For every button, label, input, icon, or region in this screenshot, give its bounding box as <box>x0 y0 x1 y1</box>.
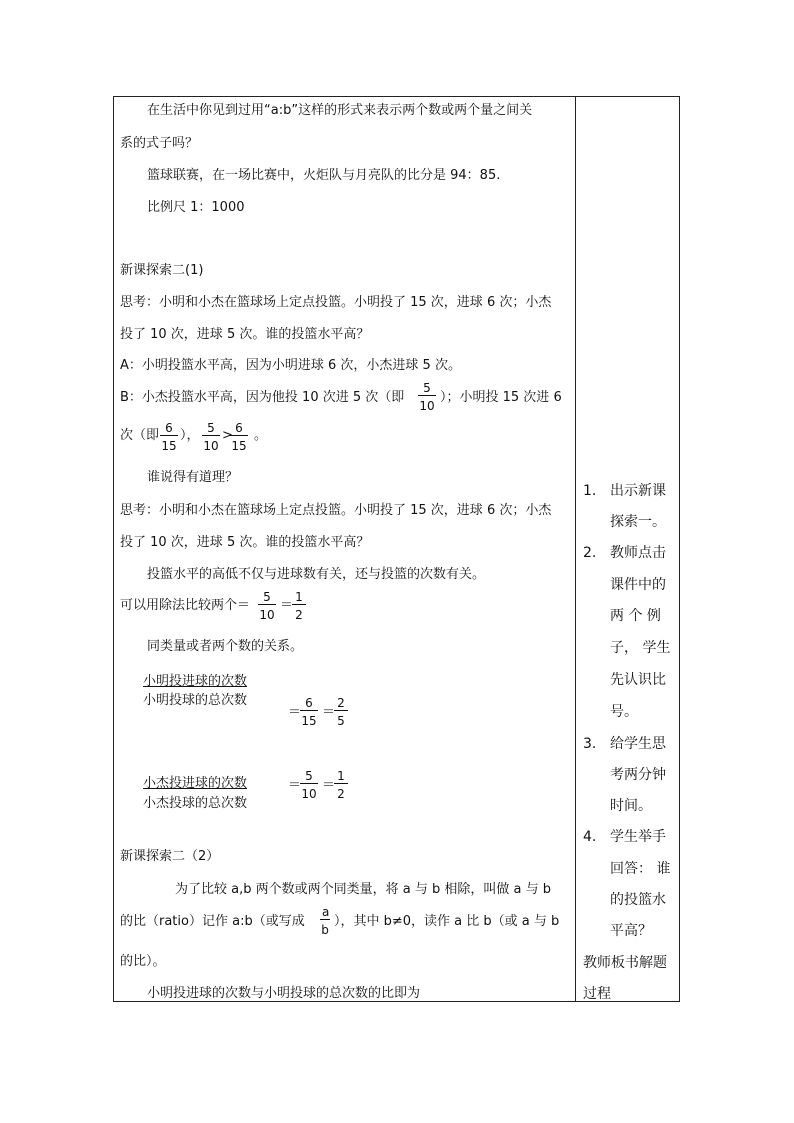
denominator: 10 <box>203 439 219 453</box>
equals: ＝ <box>288 778 302 793</box>
denominator: 10 <box>419 399 435 413</box>
equals: ＝ <box>288 705 302 720</box>
equals: ＝ <box>280 598 294 613</box>
step-3-line-3: 时间。 <box>610 798 652 814</box>
step-1-number: 1. <box>583 483 597 499</box>
basketball-score: 篮球联赛，在一场比赛中，火炬队与月亮队的比分是 94：85. <box>147 168 501 183</box>
fraction-1-2 <box>292 590 306 622</box>
option-b-sep: ）， <box>180 428 200 443</box>
board-note-line-1: 教师板书解题 <box>583 955 667 971</box>
numerator: 5 <box>258 590 276 605</box>
board-note-line-2: 过程 <box>583 986 611 1002</box>
section-2-title: 新课探索二（2） <box>120 849 220 864</box>
definition-line-1: 为了比较 a,b 两个数或两个同类量，将 a 与 b 相除，叫做 a 与 b <box>175 882 551 897</box>
intro-line-1: 在生活中你见到过用“a:b”这样的形式来表示两个数或两个量之间关 <box>147 103 533 118</box>
option-b-post: ）；小明投 15 次进 6 <box>440 390 562 405</box>
fraction-6-15 <box>160 421 178 453</box>
fraction-6-15-b <box>230 421 248 453</box>
numerator: 1 <box>292 590 306 605</box>
numerator: 5 <box>300 769 318 784</box>
fraction-2-5 <box>334 696 348 728</box>
divide-compare: 可以用除法比较两个＝ <box>120 598 251 613</box>
shooting-level: 投篮水平的高低不仅与进球数有关，还与投篮的次数有关。 <box>147 567 486 582</box>
step-2-line-6: 号。 <box>610 704 638 720</box>
numerator: 6 <box>300 696 318 711</box>
option-a: A：小明投篮水平高，因为小明进球 6 次，小杰进球 5 次。 <box>120 358 461 373</box>
step-2-line-1: 教师点击 <box>610 545 666 561</box>
definition-line-3: 的比）。 <box>120 954 166 969</box>
step-1-line-2: 探索一。 <box>610 514 666 530</box>
numerator: 6 <box>160 421 178 436</box>
equals: ＝ <box>322 778 336 793</box>
denominator: b <box>321 923 329 937</box>
step-3-line-2: 考两分钟 <box>610 767 666 783</box>
fraction-1-2-b <box>334 769 348 801</box>
think-2-line-1: 思考：小明和小杰在篮球场上定点投篮。小明投了 15 次，进球 6 次；小杰 <box>120 503 552 518</box>
step-2-line-5: 先认识比 <box>610 672 666 688</box>
denominator: 15 <box>231 439 247 453</box>
think-2-line-2: 投了 10 次，进球 5 次。谁的投篮水平高？ <box>120 535 370 550</box>
step-2-line-4: 子， 学生 <box>610 640 671 656</box>
step-2-line-3: 两 个 例 <box>610 608 661 624</box>
intro-line-2: 系的式子吗？ <box>120 136 199 151</box>
think-1-line-1: 思考：小明和小杰在篮球场上定点投篮。小明投了 15 次，进球 6 次；小杰 <box>120 295 552 310</box>
fraction-5-10-c <box>258 590 276 622</box>
think-1-line-2: 投了 10 次，进球 5 次。谁的投篮水平高？ <box>120 327 370 342</box>
step-1-line-1: 出示新课 <box>610 483 666 499</box>
option-b-line-2: 次（即 <box>120 428 160 443</box>
fraction-a-b <box>320 905 330 937</box>
step-4-line-3: 的投篮水 <box>610 892 666 908</box>
xiaojie-total-label: 小杰投球的总次数 <box>143 796 248 811</box>
numerator: 2 <box>334 696 348 711</box>
fraction-5-10-b <box>202 421 220 453</box>
relation-text: 同类量或者两个数的关系。 <box>147 639 304 654</box>
numerator: 5 <box>202 421 220 436</box>
step-4-line-4: 平高？ <box>610 923 652 939</box>
fraction-6-15-c <box>300 696 318 728</box>
denominator: 15 <box>301 714 317 728</box>
definition-line-2a: 的比（ratio）记作 a:b（或写成 <box>120 914 305 929</box>
denominator: 15 <box>161 439 177 453</box>
step-2-number: 2. <box>583 545 597 561</box>
step-3-line-1: 给学生思 <box>610 736 666 752</box>
fraction-5-10-d <box>300 769 318 801</box>
numerator: 6 <box>230 421 248 436</box>
step-4-line-1: 学生举手 <box>610 829 666 845</box>
numerator: a <box>322 905 330 919</box>
xiaoming-made-label: 小明投进球的次数 <box>143 674 248 689</box>
option-b-pre: B：小杰投篮水平高，因为他投 10 次进 5 次（即 <box>120 390 405 405</box>
denominator: 10 <box>301 787 317 801</box>
numerator: 5 <box>418 381 436 396</box>
equals: ＝ <box>322 705 336 720</box>
denominator: 5 <box>337 714 345 728</box>
who-is-right: 谁说得有道理？ <box>147 470 239 485</box>
denominator: 10 <box>259 608 275 622</box>
denominator: 2 <box>295 608 303 622</box>
step-2-line-2: 课件中的 <box>610 577 666 593</box>
fraction-5-10 <box>418 381 436 413</box>
final-line: 小明投进球的次数与小明投球的总次数的比即为 <box>147 986 421 1001</box>
xiaojie-made-label: 小杰投进球的次数 <box>143 776 248 791</box>
period: 。 <box>254 428 268 443</box>
step-4-line-2: 回答： 谁 <box>610 861 671 877</box>
scale-example: 比例尺 1：1000 <box>147 200 245 215</box>
definition-line-2b: ），其中 b≠0，读作 a 比 b（或 a 与 b <box>334 914 560 929</box>
numerator: 1 <box>334 769 348 784</box>
step-4-number: 4. <box>583 829 597 845</box>
denominator: 2 <box>337 787 345 801</box>
step-3-number: 3. <box>583 736 597 752</box>
column-divider <box>575 96 576 1002</box>
greater-than: > <box>222 428 233 443</box>
section-1-title: 新课探索二(1) <box>120 263 204 278</box>
xiaoming-total-label: 小明投球的总次数 <box>143 693 248 708</box>
